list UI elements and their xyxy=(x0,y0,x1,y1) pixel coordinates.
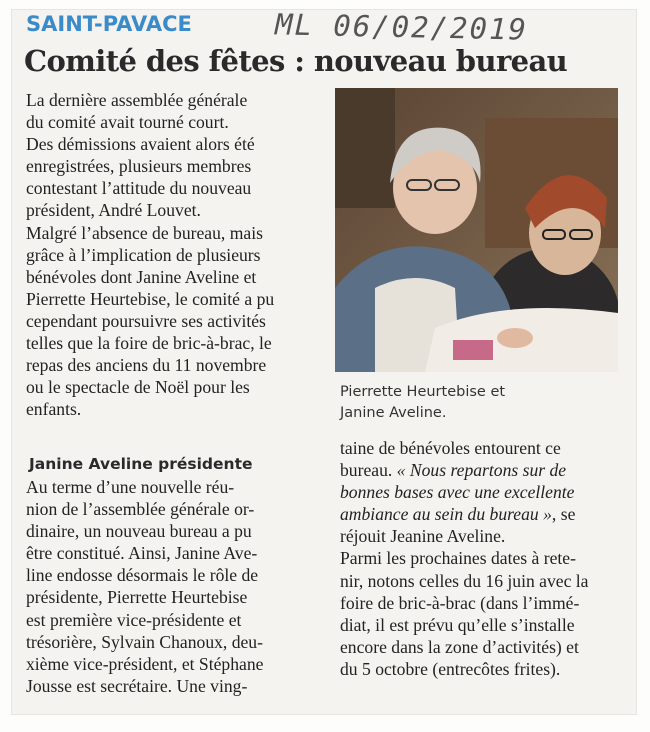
text-line: dinaire, un nouveau bureau a pu xyxy=(26,521,252,542)
section-subheading: Janine Aveline présidente xyxy=(29,455,253,473)
text-line: diat, il est prévu qu’elle s’installe xyxy=(340,614,575,635)
text-line: Des démissions avaient alors été xyxy=(26,134,255,155)
photo-illustration xyxy=(335,88,618,372)
text-line: nir, notons celles du 16 juin avec la xyxy=(340,570,589,591)
text-line: bénévoles dont Janine Aveline et xyxy=(26,266,257,287)
quote-line: bonnes bases avec une excellente xyxy=(340,482,575,503)
text-line: du 5 octobre (entrecôtes frites). xyxy=(340,658,561,679)
article-photo xyxy=(335,88,618,372)
text-line: foire de bric-à-brac (dans l’immé- xyxy=(340,592,580,613)
text-line: présidente, Pierrette Heurtebise xyxy=(26,587,248,608)
text-line: contestant l’attitude du nouveau xyxy=(26,178,252,199)
text-line: Parmi les prochaines dates à rete- xyxy=(340,548,576,569)
text-line: xième vice-président, et Stéphane xyxy=(26,653,264,674)
text-line: président, André Louvet. xyxy=(26,200,201,221)
text-line: du comité avait tourné court. xyxy=(26,112,229,133)
text-line: enfants. xyxy=(26,399,82,420)
text-line: Pierrette Heurtebise, le comité a pu xyxy=(26,288,275,309)
text-line xyxy=(340,503,630,525)
photo-caption xyxy=(340,382,505,424)
quote-fragment: ambiance au sein du bureau » xyxy=(340,504,552,525)
text-line: line endosse désormais le rôle de xyxy=(26,565,259,586)
text-line: cependant poursuivre ses activités xyxy=(26,310,266,331)
section-left-column xyxy=(26,476,326,697)
text-line: encore dans la zone d’activités) et xyxy=(340,636,579,657)
text-line: Au terme d’une nouvelle réu- xyxy=(26,477,235,497)
caption-line: Pierrette Heurtebise et xyxy=(340,384,506,400)
text-line: nion de l’assemblée générale or- xyxy=(26,499,255,520)
text-line xyxy=(340,459,630,481)
section-rubric: SAINT-PAVACE xyxy=(26,12,192,36)
article-headline: Comité des fêtes : nouveau bureau xyxy=(24,44,568,78)
text-line: Malgré l’absence de bureau, mais xyxy=(26,222,263,243)
text-line: trésorière, Sylvain Chanoux, deu- xyxy=(26,631,263,652)
text-fragment: , se xyxy=(551,504,576,525)
quote-fragment: « Nous repartons sur de xyxy=(396,460,567,481)
handwritten-date-note: ML 06/02/2019 xyxy=(274,7,529,47)
text-line: grâce à l’implication de plusieurs xyxy=(26,244,261,265)
text-fragment: bureau. xyxy=(340,460,397,481)
text-line: enregistrées, plusieurs membres xyxy=(26,156,252,177)
intro-paragraphs xyxy=(26,89,326,420)
text-line: être constitué. Ainsi, Janine Ave- xyxy=(26,543,258,564)
text-line: repas des anciens du 11 novembre xyxy=(26,355,267,376)
text-line: La dernière assemblée générale xyxy=(26,90,248,110)
section-right-column xyxy=(340,437,630,680)
text-line: ou le spectacle de Noël pour les xyxy=(26,377,250,398)
text-line: est première vice-présidente et xyxy=(26,609,242,630)
caption-line: Janine Aveline. xyxy=(340,405,447,421)
text-line: taine de bénévoles entourent ce xyxy=(340,438,561,458)
text-line: Jousse est secrétaire. Une ving- xyxy=(26,675,248,696)
text-line: telles que la foire de bric-à-brac, le xyxy=(26,333,272,354)
text-line: réjouit Jeanine Aveline. xyxy=(340,526,506,547)
